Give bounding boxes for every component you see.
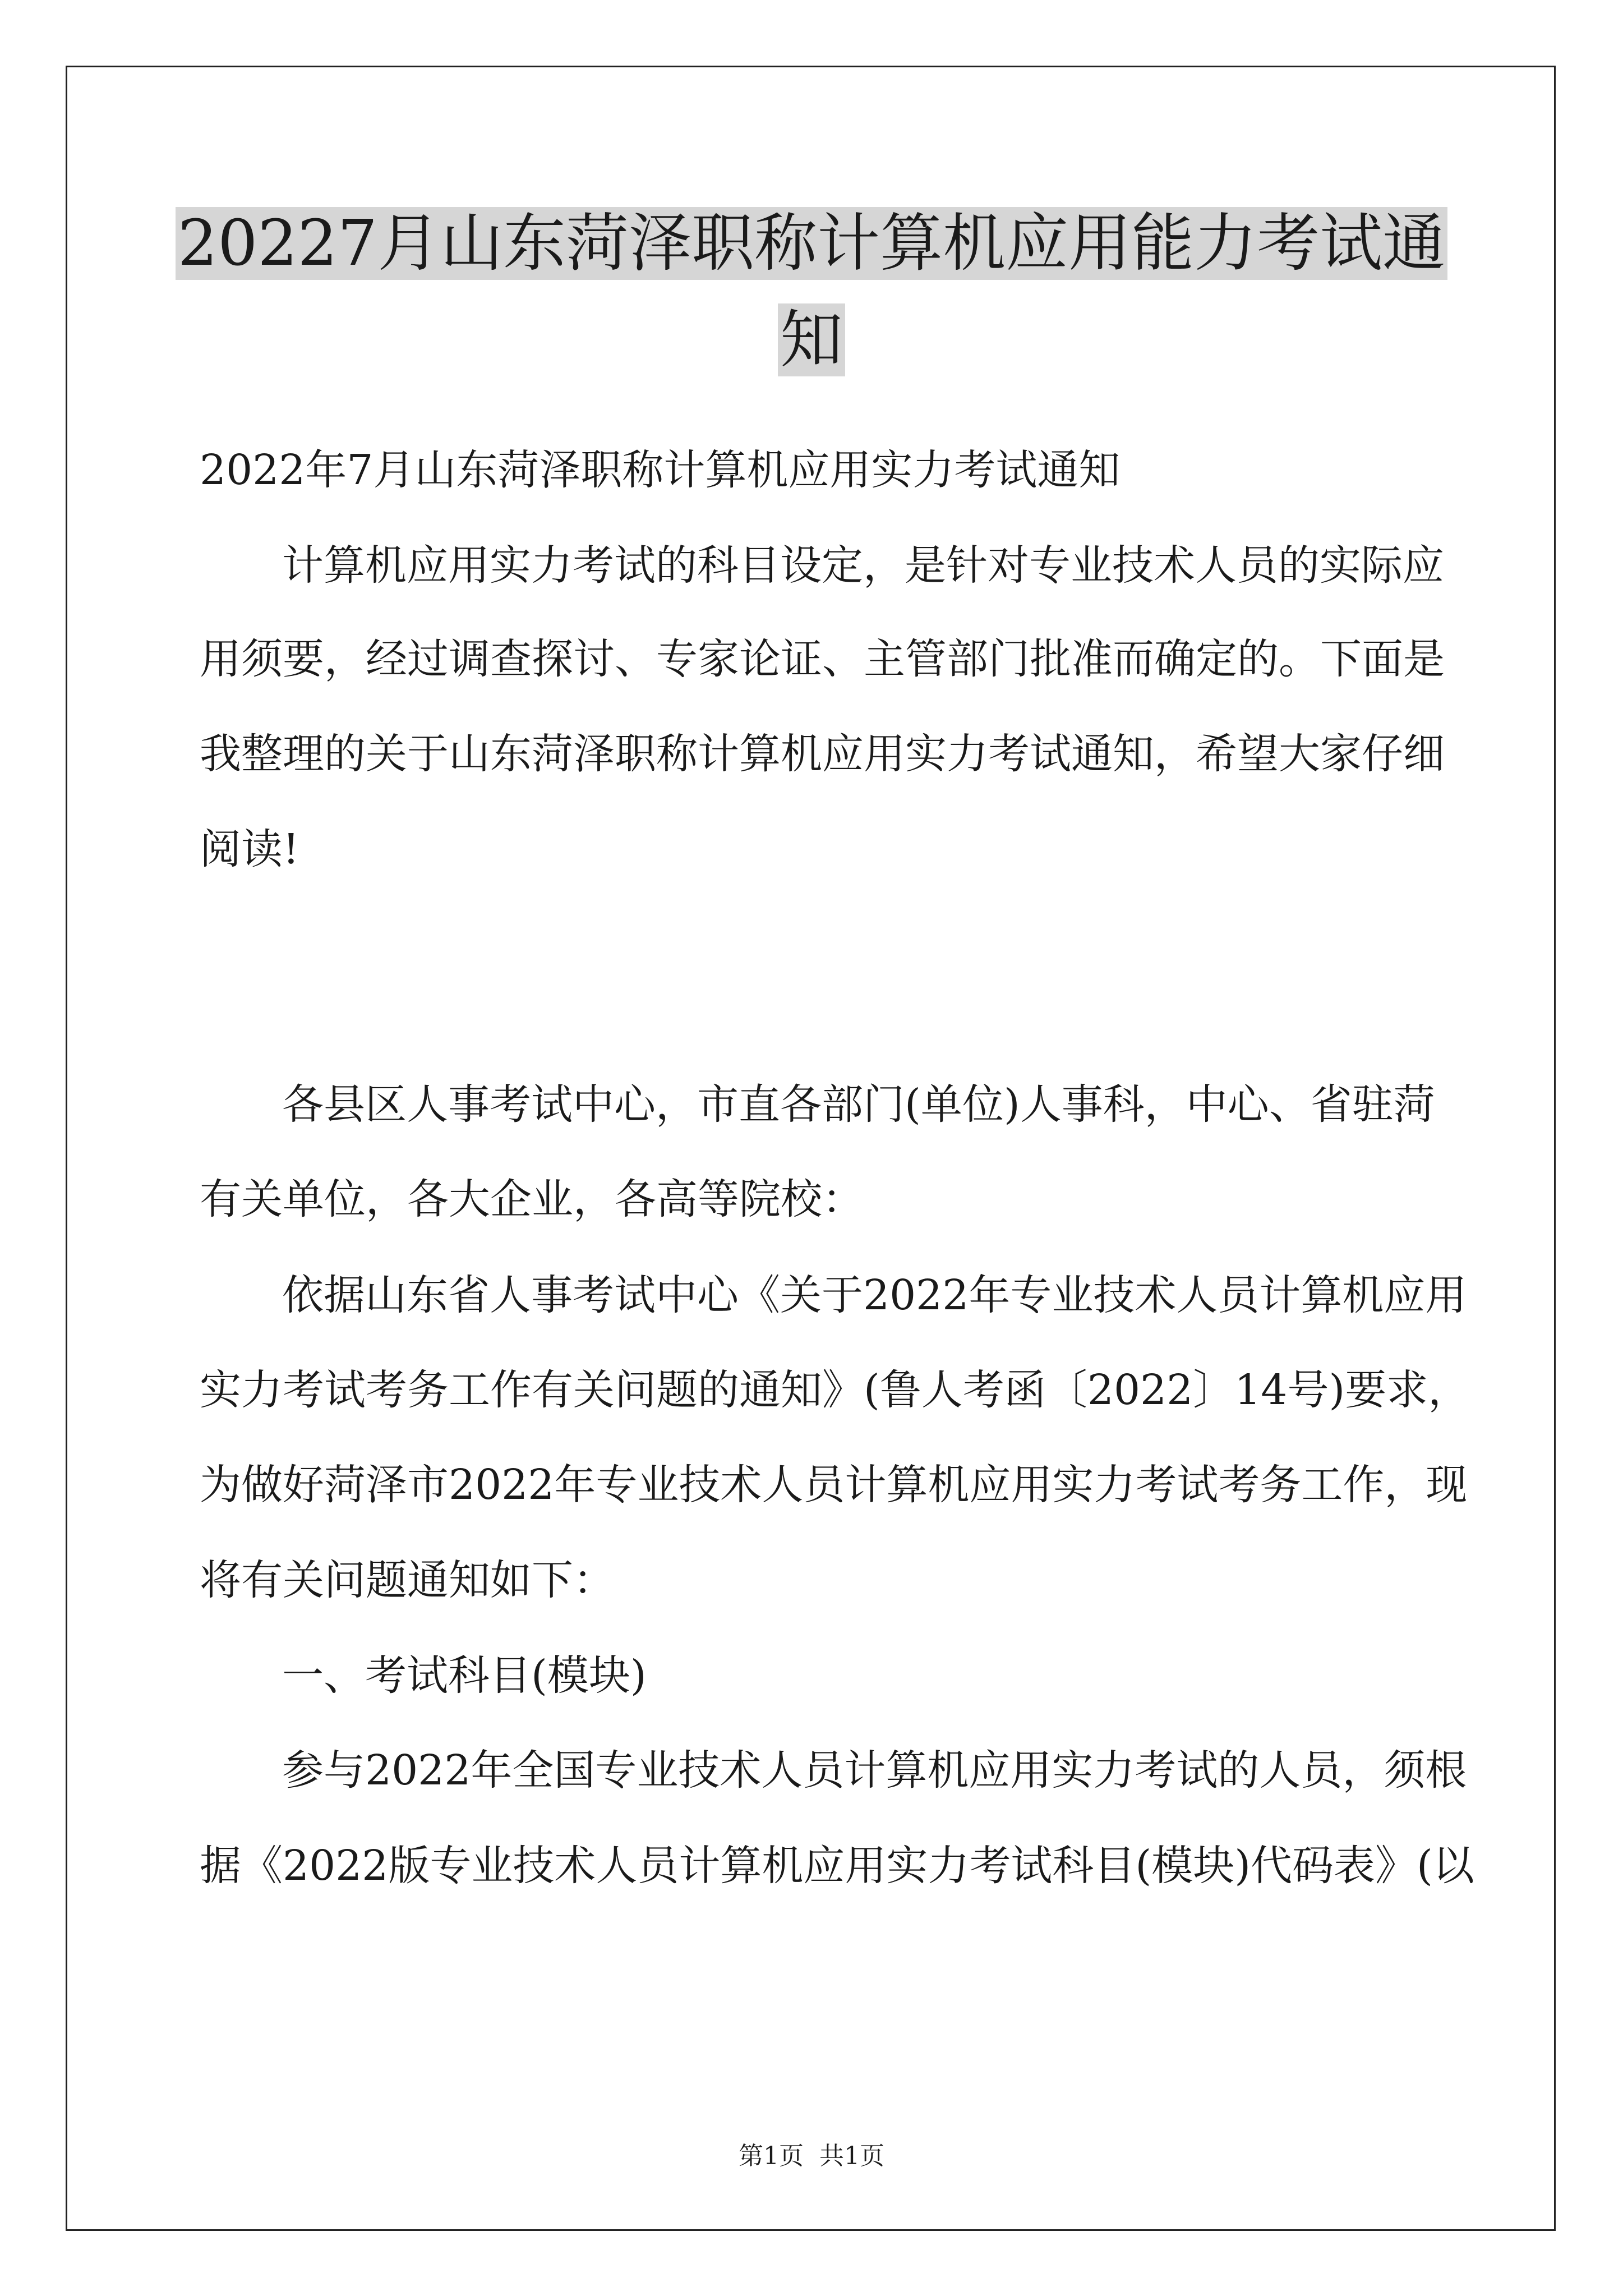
paragraph-line: 用须要，经过调查探讨、专家论证、主管部门批准而确定的。下面是 — [200, 635, 1445, 683]
page-footer — [0, 2139, 1623, 2173]
paragraph-line: 有关单位，各大企业，各高等院校： — [200, 1175, 864, 1223]
paragraph-line: 各县区人事考试中心，市直各部门(单位)人事科，中心、省驻菏 — [282, 1080, 1435, 1129]
paragraph-line: 依据山东省人事考试中心《关于2022年专业技术人员计算机应用 — [282, 1271, 1467, 1319]
paragraph-line: 为做好菏泽市2022年专业技术人员计算机应用实力考试考务工作，现 — [200, 1461, 1468, 1509]
paragraph-line: 据《2022版专业技术人员计算机应用实力考试科目(模块)代码表》(以 — [200, 1842, 1474, 1890]
paragraph-line: 我整理的关于山东菏泽职称计算机应用实力考试通知，希望大家仔细 — [200, 730, 1445, 778]
paragraph-line: 阅读! — [200, 825, 299, 873]
section-heading: 一、考试科目(模块) — [282, 1651, 647, 1700]
paragraph-line: 参与2022年全国专业技术人员计算机应用实力考试的人员，须根 — [282, 1746, 1467, 1795]
paragraph-line: 计算机应用实力考试的科目设定，是针对专业技术人员的实际应 — [282, 541, 1444, 590]
document-title — [0, 195, 1623, 388]
title-line-1: 20227月山东菏泽职称计算机应用能力考试通 — [176, 207, 1447, 280]
paragraph-line: 实力考试考务工作有关问题的通知》(鲁人考函〔2022〕14号)要求， — [200, 1366, 1470, 1414]
subtitle-line: 2022年7月山东菏泽职称计算机应用实力考试通知 — [200, 446, 1121, 494]
page-total: 共1页 — [819, 2142, 884, 2170]
paragraph-line: 将有关问题通知如下： — [200, 1556, 615, 1604]
title-line-2: 知 — [778, 303, 845, 376]
page-border — [66, 66, 1556, 2231]
page-number: 第1页 — [739, 2142, 804, 2170]
